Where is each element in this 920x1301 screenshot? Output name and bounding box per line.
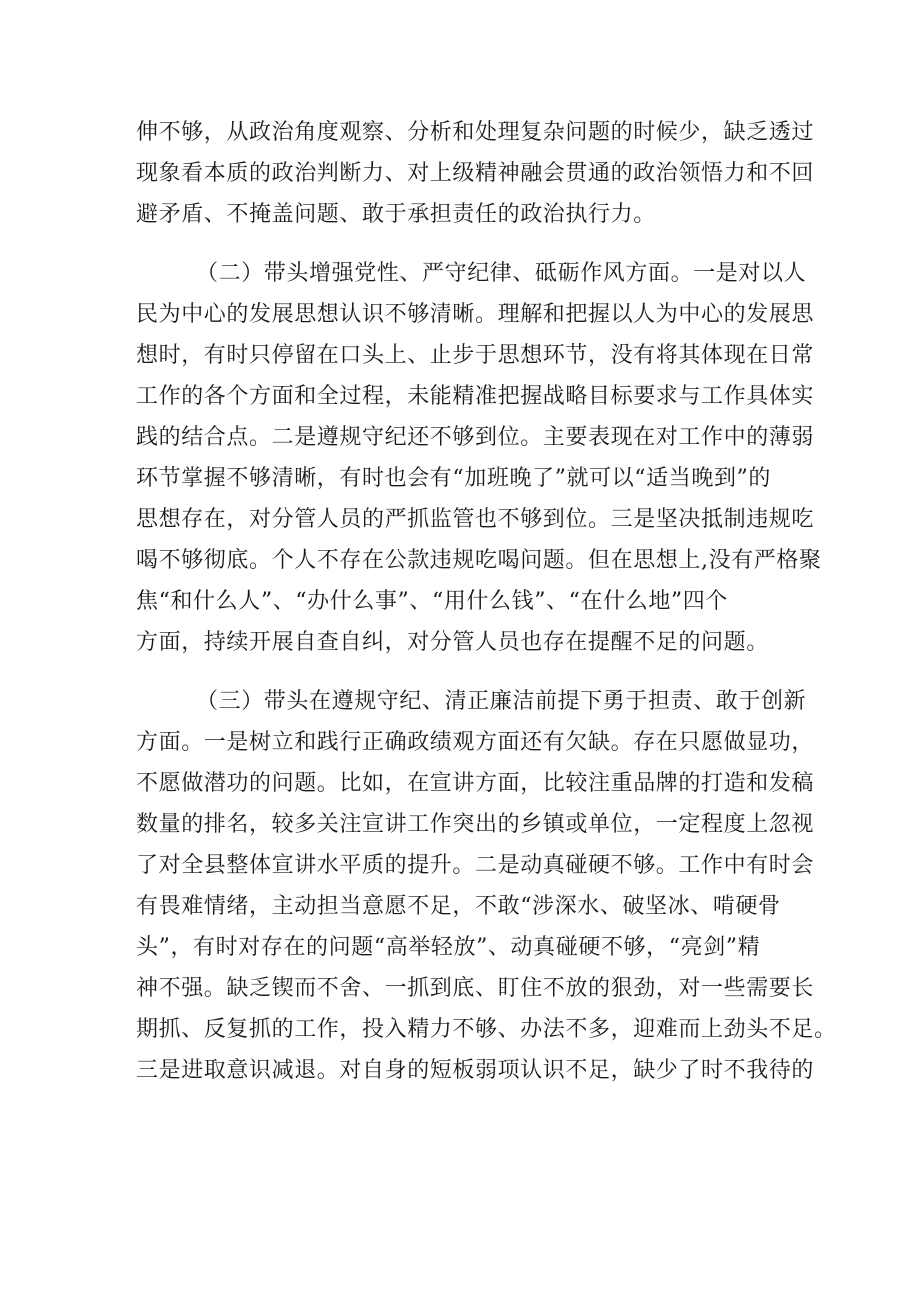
paragraph-section-2 (136, 253, 822, 663)
text-line: 思想存在，对分管人员的严抓监管也不够到位。三是坚决抵制违规吃 (136, 507, 815, 532)
text-line: 有畏难情绪，主动担当意愿不足，不敢“涉深水、破坚冰、啃硬骨 (136, 894, 781, 919)
text-line: 焦“和什么人”、“办什么事”、“用什么钱”、“在什么地”四个 (136, 589, 728, 614)
text-line: 三是进取意识减退。对自身的短板弱项认识不足，缺少了时不我待的 (136, 1058, 815, 1083)
text-line: 民为中心的发展思想认识不够清晰。理解和把握以人为中心的发展思 (136, 302, 815, 327)
text-line: 数量的排名，较多关注宣讲工作突出的乡镇或单位，一定程度上忽视 (136, 812, 815, 837)
text-line: 避矛盾、不掩盖问题、敢于承担责任的政治执行力。 (136, 202, 656, 227)
text-line: 环节掌握不够清晰，有时也会有“加班晚了”就可以“适当晚到”的 (136, 466, 771, 491)
text-line: 不愿做潜功的问题。比如，在宣讲方面，比较注重品牌的打造和发稿 (136, 771, 815, 796)
paragraph-section-3 (136, 681, 837, 1091)
text-line: 工作的各个方面和全过程，未能精准把握战略目标要求与工作具体实 (136, 384, 815, 409)
text-line: 方面。一是树立和践行正确政绩观方面还有欠缺。存在只愿做显功， (136, 730, 815, 755)
text-line: 神不强。缺乏锲而不舍、一抓到底、盯住不放的狠劲，对一些需要长 (136, 976, 815, 1001)
text-line: 践的结合点。二是遵规守纪还不够到位。主要表现在对工作中的薄弱 (136, 425, 815, 450)
section-3-heading-line: （三）带头在遵规守纪、清正廉洁前提下勇于担责、敢于创新 (196, 689, 807, 714)
text-line: 现象看本质的政治判断力、对上级精神融会贯通的政治领悟力和不回 (136, 161, 815, 186)
section-2-heading-line: （二）带头增强党性、严守纪律、砥砺作风方面。一是对以人 (196, 261, 807, 286)
text-line: 方面，持续开展自查自纠，对分管人员也存在提醒不足的问题。 (136, 630, 769, 655)
text-line: 想时，有时只停留在口头上、止步于思想环节，没有将其体现在日常 (136, 343, 815, 368)
text-line: 头”，有时对存在的问题“高举轻放”、动真碰硬不够，“亮剑”精 (136, 935, 761, 960)
text-line: 喝不够彻底。个人不存在公款违规吃喝问题。但在思想上,没有严格聚 (136, 548, 822, 573)
paragraph-continuation (136, 112, 815, 235)
text-line: 了对全县整体宣讲水平质的提升。二是动真碰硬不够。工作中有时会 (136, 853, 815, 878)
text-line: 伸不够，从政治角度观察、分析和处理复杂问题的时候少，缺乏透过 (136, 120, 815, 145)
text-line: 期抓、反复抓的工作，投入精力不够、办法不多，迎难而上劲头不足。 (136, 1017, 837, 1042)
document-body (136, 112, 837, 1091)
